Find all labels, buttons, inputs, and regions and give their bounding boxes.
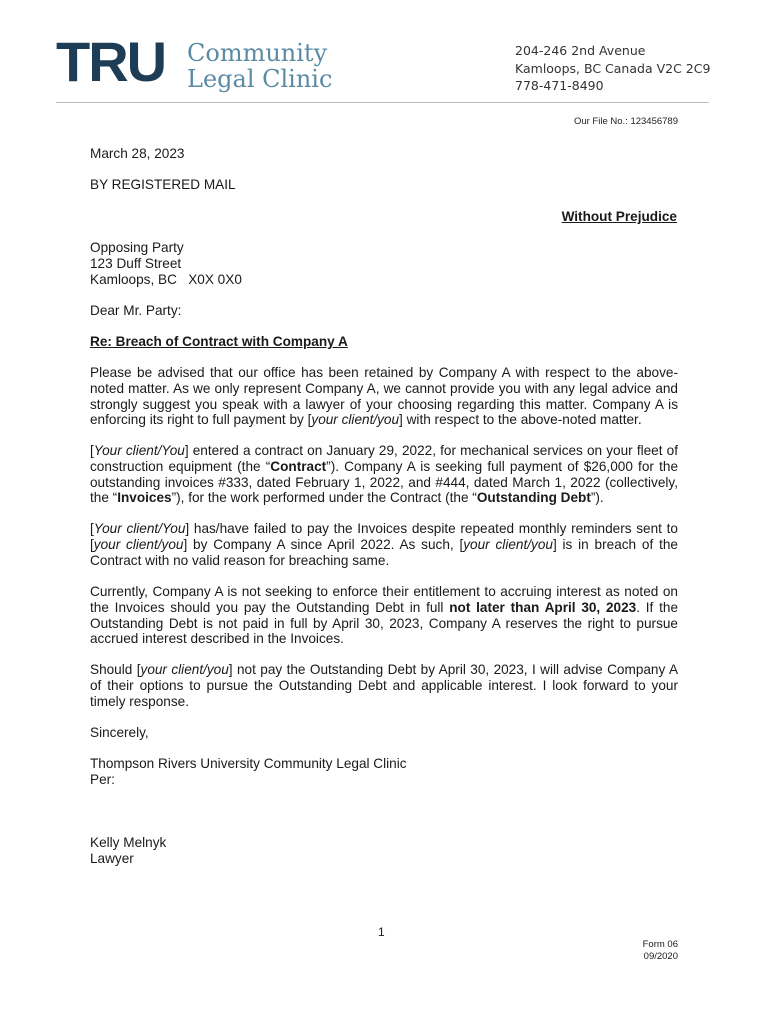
letterhead-address — [515, 42, 710, 95]
logo-tru: TRU — [56, 30, 166, 93]
p3-italic-3: your client/you — [463, 536, 553, 552]
recipient-address — [90, 240, 678, 287]
p3-text-a: [ — [90, 521, 94, 536]
sender-organization — [90, 756, 678, 788]
paragraph-5 — [90, 662, 678, 709]
recipient-street: 123 Duff Street — [90, 255, 182, 271]
logo-organization-name — [187, 40, 332, 92]
form-number: Form 06 — [642, 939, 678, 950]
signer-title: Lawyer — [90, 850, 134, 866]
p4-text-b: . If the Outstanding Debt is not paid in full by April 30, 2023, Company A reserves the right to pursue accrued interest described in the Invoices. — [90, 599, 679, 647]
p3-text-c: ] by Company A since April 2022. As such, [ — [183, 536, 464, 552]
recipient-name: Opposing Party — [90, 240, 184, 255]
address-phone: 778-471-8490 — [515, 78, 604, 93]
p1-italic-1: your client/you — [311, 412, 400, 428]
p5-italic-1: your client/you — [140, 662, 229, 677]
p4-bold-deadline: not later than April 30, 2023 — [449, 599, 637, 615]
salutation: Dear Mr. Party: — [90, 303, 182, 318]
recipient-city: Kamloops, BC X0X 0X0 — [90, 271, 242, 287]
logo-line-legal-clinic: Legal Clinic — [187, 65, 333, 93]
per-label: Per: — [90, 771, 115, 787]
p2-text-b: ] entered a contract on January 29, 2022, for mechanical services on your fleet of construction equipment (the “ — [90, 443, 678, 474]
paragraph-3 — [90, 521, 678, 568]
p2-bold-outstanding-debt: Outstanding Debt — [476, 490, 591, 506]
p2-text-c: ”). Company A is seeking full payment of $26,000 for the outstanding invoices #333, dated February 1, 2022, and #444, dated March 1, 2022 (collectively, the “ — [90, 458, 678, 506]
signer-name: Kelly Melnyk — [90, 835, 167, 850]
subject-line: Re: Breach of Contract with Company A — [90, 334, 348, 349]
letter-date: March 28, 2023 — [90, 146, 185, 161]
p2-bold-invoices: Invoices — [117, 490, 172, 506]
p2-italic-1: Your client/You — [93, 443, 185, 458]
closing: Sincerely, — [90, 725, 149, 740]
form-reference — [643, 939, 678, 963]
p1-text-a: Please be advised that our office has been retained by Company A with respect to the above-noted matter. As we only represent Company A, we cannot provide you with any legal advice and strongly suggest you speak with a lawyer of your choosing regarding this matter. Company A is enforcing its right to full payment by [ — [90, 365, 678, 428]
p4-text-a: Currently, Company A is not seeking to enforce their entitlement to accruing interest as noted on the Invoices should you pay the Outstanding Debt in full — [90, 584, 678, 615]
paragraph-1 — [90, 365, 678, 428]
p2-text-e: ”). — [590, 490, 604, 506]
paragraph-2 — [90, 443, 678, 506]
page-number: 1 — [378, 925, 385, 939]
file-number: Our File No.: 123456789 — [573, 116, 678, 127]
paragraph-4 — [90, 584, 678, 647]
address-street: 204-246 2nd Avenue — [515, 43, 646, 58]
p3-text-b: ] has/have failed to pay the Invoices despite repeated monthly reminders sent to [ — [90, 521, 678, 552]
delivery-method: BY REGISTERED MAIL — [90, 177, 236, 192]
p1-text-b: ] with respect to the above-noted matter. — [399, 412, 642, 428]
form-date: 09/2020 — [643, 951, 678, 962]
signature-block — [90, 835, 678, 867]
p3-italic-2: your client/you — [93, 536, 184, 552]
header-divider — [56, 102, 709, 103]
p5-text-a: Should [ — [90, 662, 141, 677]
p2-text-d: ”), for the work performed under the Contract (the “ — [171, 490, 477, 506]
p3-italic-1: Your client/You — [93, 521, 186, 536]
p2-text-a: [ — [90, 443, 94, 458]
sender-org-name: Thompson Rivers University Community Legal Clinic — [90, 756, 407, 771]
logo-line-community: Community — [187, 39, 328, 67]
p2-bold-contract: Contract — [270, 458, 327, 474]
p5-text-b: ] not pay the Outstanding Debt by April 30, 2023, I will advise Company A of their options to pursue the Outstanding Debt and applicable interest. I look forward to your timely response. — [90, 662, 679, 709]
without-prejudice-label: Without Prejudice — [561, 209, 677, 224]
address-city: Kamloops, BC Canada V2C 2C9 — [515, 60, 711, 76]
p3-text-d: ] is in breach of the Contract with no valid reason for breaching same. — [90, 536, 678, 568]
